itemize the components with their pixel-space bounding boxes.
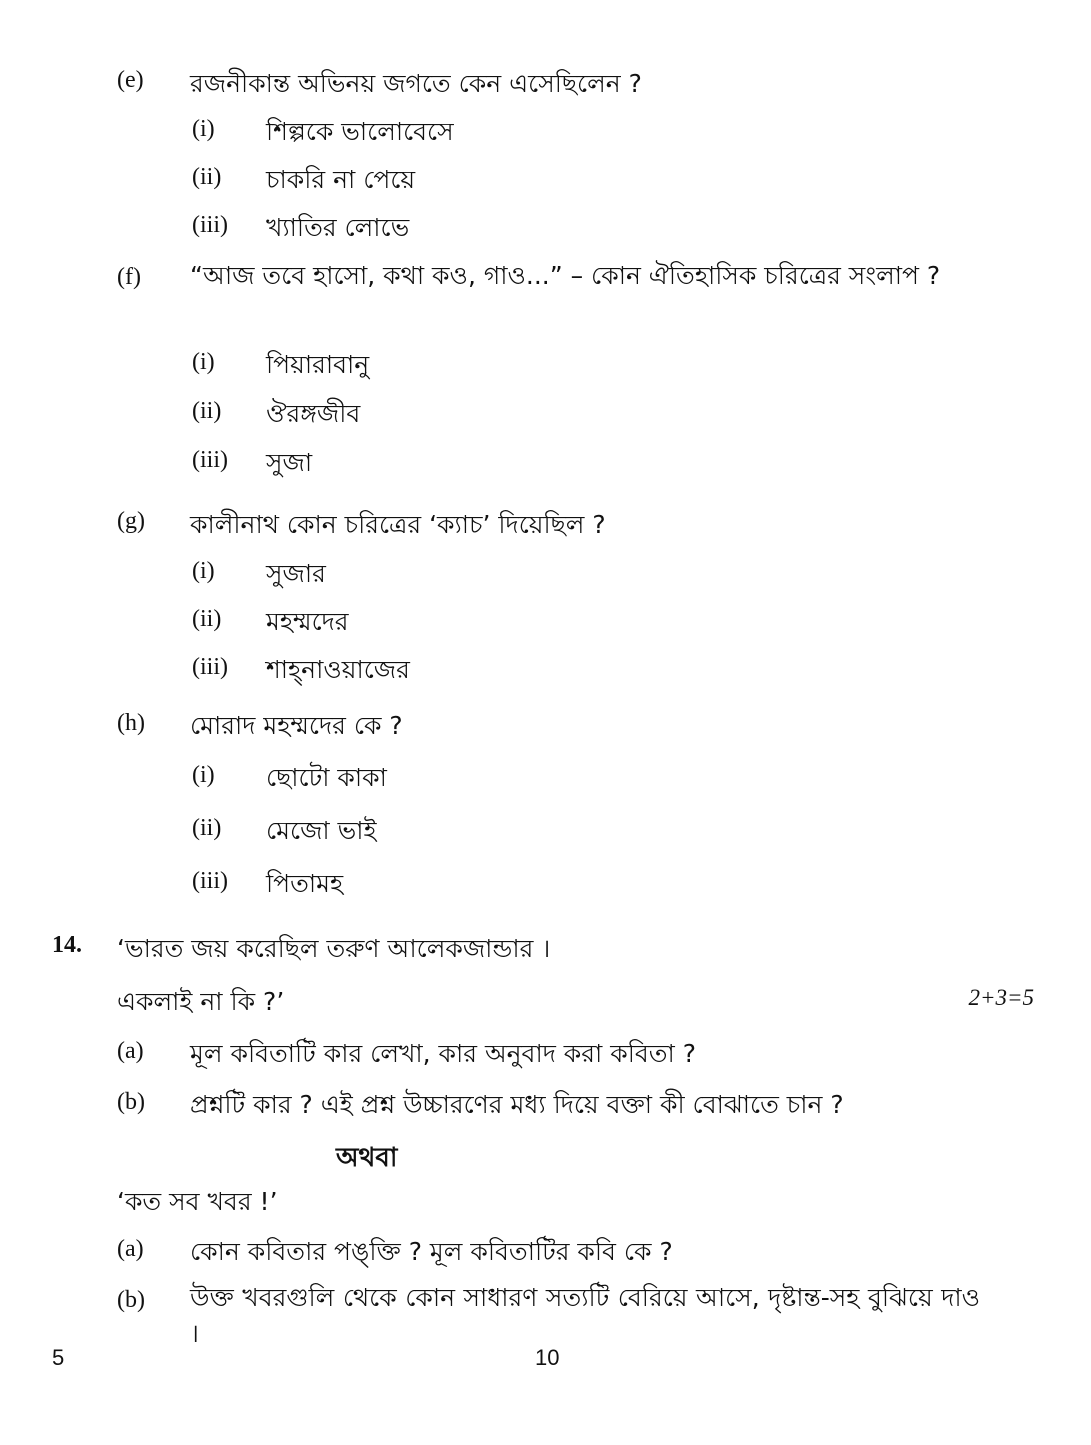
option-label: (i) bbox=[192, 558, 215, 584]
question-number: 14. bbox=[52, 932, 82, 958]
part-label: (a) bbox=[117, 1236, 144, 1262]
question-label: (g) bbox=[117, 508, 145, 534]
marks: 2+3=5 bbox=[968, 985, 1034, 1010]
option-text: ছোটো কাকা bbox=[266, 763, 387, 792]
quote-line: একলাই না কি ?’ bbox=[117, 987, 285, 1016]
question-text: “আজ তবে হাসো, কথা কও, গাও...” – কোন ঐতিহাসিক চরিত্রের সংলাপ ? bbox=[190, 261, 941, 290]
or-heading: অথবা bbox=[336, 1143, 398, 1173]
part-text: প্রশ্নটি কার ? এই প্রশ্ন উচ্চারণের মধ্য দিয়ে বক্তা কী বোঝাতে চান ? bbox=[190, 1090, 844, 1119]
option-label: (i) bbox=[192, 349, 215, 375]
option-label: (iii) bbox=[192, 654, 228, 680]
page-number: 10 bbox=[535, 1345, 560, 1370]
option-text: সুজার bbox=[266, 559, 326, 588]
option-label: (iii) bbox=[192, 868, 228, 894]
option-text: সুজা bbox=[266, 448, 313, 477]
option-text: মহম্মদের bbox=[266, 607, 349, 636]
part-text: উক্ত খবরগুলি থেকে কোন সাধারণ সত্যটি বেরিয়ে আসে, দৃষ্টান্ত-সহ বুঝিয়ে দাও । bbox=[190, 1283, 980, 1348]
option-text: চাকরি না পেয়ে bbox=[266, 165, 416, 194]
quote-line: ‘ভারত জয় করেছিল তরুণ আলেকজান্ডার । bbox=[117, 934, 551, 963]
option-label: (i) bbox=[192, 116, 215, 142]
option-label: (ii) bbox=[192, 164, 222, 190]
part-text: মূল কবিতাটি কার লেখা, কার অনুবাদ করা কবিতা ? bbox=[190, 1039, 696, 1068]
question-text: মোরাদ মহম্মদের কে ? bbox=[190, 711, 403, 740]
question-label: (h) bbox=[117, 710, 145, 736]
option-text: শিল্পকে ভালোবেসে bbox=[266, 117, 454, 146]
question-label: (e) bbox=[117, 67, 144, 93]
part-text: কোন কবিতার পঙ্‌ক্তি ? মূল কবিতাটির কবি কে ? bbox=[190, 1237, 673, 1266]
question-label: (f) bbox=[117, 264, 141, 290]
footer-code: 5 bbox=[52, 1345, 65, 1370]
option-text: খ্যাতির লোভে bbox=[266, 213, 410, 242]
option-label: (i) bbox=[192, 762, 215, 788]
question-text: রজনীকান্ত অভিনয় জগতে কেন এসেছিলেন ? bbox=[190, 69, 642, 98]
option-text: ঔরঙ্গজীব bbox=[266, 399, 361, 428]
option-label: (iii) bbox=[192, 447, 228, 473]
option-label: (ii) bbox=[192, 606, 222, 632]
option-label: (ii) bbox=[192, 815, 222, 841]
part-label: (b) bbox=[117, 1089, 145, 1115]
option-label: (iii) bbox=[192, 212, 228, 238]
option-text: পিতামহ bbox=[266, 869, 344, 898]
part-label: (b) bbox=[117, 1287, 145, 1313]
quote-line: ‘কত সব খবর !’ bbox=[117, 1187, 278, 1216]
option-label: (ii) bbox=[192, 398, 222, 424]
question-text: কালীনাথ কোন চরিত্রের ‘ক্যাচ’ দিয়েছিল ? bbox=[190, 510, 606, 539]
option-text: শাহ্‌নাওয়াজের bbox=[266, 655, 410, 684]
option-text: মেজো ভাই bbox=[266, 816, 377, 845]
option-text: পিয়ারাবানু bbox=[266, 350, 370, 379]
part-label: (a) bbox=[117, 1038, 144, 1064]
